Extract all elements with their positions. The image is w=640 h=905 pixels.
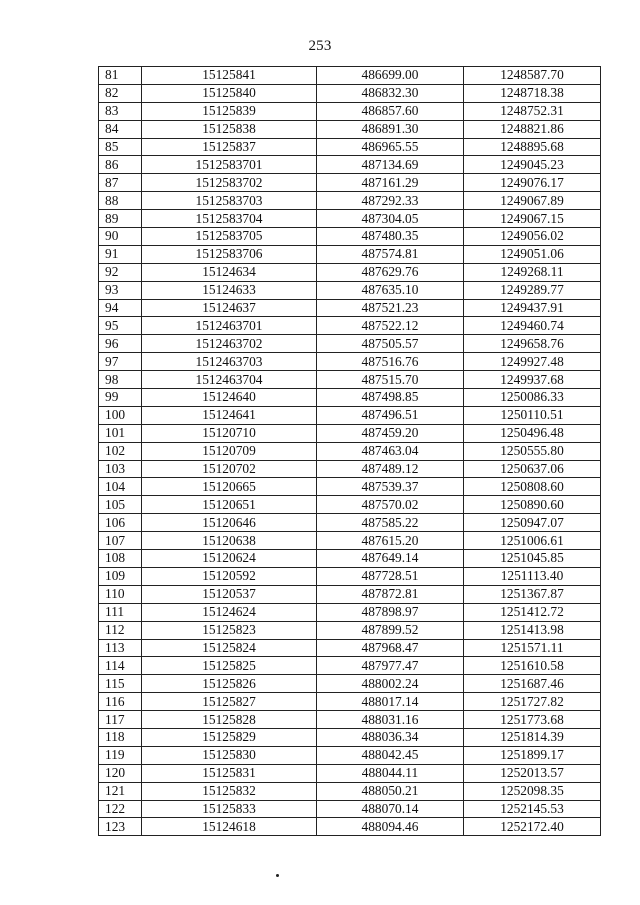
x-coordinate-cell: 487635.10 — [317, 281, 464, 299]
y-coordinate-cell: 1250086.33 — [464, 389, 601, 407]
row-number-cell: 103 — [99, 460, 142, 478]
row-number-cell: 83 — [99, 102, 142, 120]
x-coordinate-cell: 488094.46 — [317, 818, 464, 836]
row-number-cell: 107 — [99, 532, 142, 550]
y-coordinate-cell: 1249937.68 — [464, 371, 601, 389]
y-coordinate-cell: 1249268.11 — [464, 263, 601, 281]
point-code-cell: 15125829 — [142, 728, 317, 746]
y-coordinate-cell: 1249289.77 — [464, 281, 601, 299]
y-coordinate-cell: 1249658.76 — [464, 335, 601, 353]
x-coordinate-cell: 487539.37 — [317, 478, 464, 496]
row-number-cell: 87 — [99, 174, 142, 192]
row-number-cell: 120 — [99, 764, 142, 782]
row-number-cell: 99 — [99, 389, 142, 407]
y-coordinate-cell: 1250947.07 — [464, 514, 601, 532]
row-number-cell: 92 — [99, 263, 142, 281]
y-coordinate-cell: 1249927.48 — [464, 353, 601, 371]
x-coordinate-cell: 487505.57 — [317, 335, 464, 353]
point-code-cell: 15120651 — [142, 496, 317, 514]
row-number-cell: 111 — [99, 603, 142, 621]
y-coordinate-cell: 1250637.06 — [464, 460, 601, 478]
x-coordinate-cell: 487629.76 — [317, 263, 464, 281]
y-coordinate-cell: 1252145.53 — [464, 800, 601, 818]
point-code-cell: 1512583703 — [142, 192, 317, 210]
table-row — [99, 210, 601, 228]
x-coordinate-cell: 486965.55 — [317, 138, 464, 156]
x-coordinate-cell: 488017.14 — [317, 693, 464, 711]
point-code-cell: 15125839 — [142, 102, 317, 120]
point-code-cell: 1512463703 — [142, 353, 317, 371]
x-coordinate-cell: 488050.21 — [317, 782, 464, 800]
y-coordinate-cell: 1252013.57 — [464, 764, 601, 782]
y-coordinate-cell: 1249067.15 — [464, 210, 601, 228]
y-coordinate-cell: 1250808.60 — [464, 478, 601, 496]
x-coordinate-cell: 487728.51 — [317, 567, 464, 585]
table-row — [99, 120, 601, 138]
y-coordinate-cell: 1251413.98 — [464, 621, 601, 639]
point-code-cell: 15125828 — [142, 711, 317, 729]
point-code-cell: 1512583705 — [142, 228, 317, 246]
y-coordinate-cell: 1249045.23 — [464, 156, 601, 174]
table-row — [99, 102, 601, 120]
x-coordinate-cell: 487292.33 — [317, 192, 464, 210]
x-coordinate-cell: 487574.81 — [317, 245, 464, 263]
point-code-cell: 15120702 — [142, 460, 317, 478]
y-coordinate-cell: 1249076.17 — [464, 174, 601, 192]
point-code-cell: 1512463701 — [142, 317, 317, 335]
point-code-cell: 15125841 — [142, 67, 317, 85]
point-code-cell: 15120646 — [142, 514, 317, 532]
table-row — [99, 281, 601, 299]
x-coordinate-cell: 486857.60 — [317, 102, 464, 120]
y-coordinate-cell: 1249051.06 — [464, 245, 601, 263]
row-number-cell: 95 — [99, 317, 142, 335]
table-row — [99, 67, 601, 85]
table-row — [99, 406, 601, 424]
table-row — [99, 603, 601, 621]
row-number-cell: 104 — [99, 478, 142, 496]
y-coordinate-cell: 1251899.17 — [464, 746, 601, 764]
x-coordinate-cell: 487489.12 — [317, 460, 464, 478]
x-coordinate-cell: 486832.30 — [317, 84, 464, 102]
row-number-cell: 113 — [99, 639, 142, 657]
point-code-cell: 15120710 — [142, 424, 317, 442]
row-number-cell: 82 — [99, 84, 142, 102]
row-number-cell: 90 — [99, 228, 142, 246]
point-code-cell: 1512583702 — [142, 174, 317, 192]
x-coordinate-cell: 487615.20 — [317, 532, 464, 550]
point-code-cell: 15124640 — [142, 389, 317, 407]
table-row — [99, 585, 601, 603]
y-coordinate-cell: 1250555.80 — [464, 442, 601, 460]
point-code-cell: 15124633 — [142, 281, 317, 299]
row-number-cell: 117 — [99, 711, 142, 729]
row-number-cell: 102 — [99, 442, 142, 460]
table-row — [99, 675, 601, 693]
point-code-cell: 15125837 — [142, 138, 317, 156]
row-number-cell: 85 — [99, 138, 142, 156]
row-number-cell: 98 — [99, 371, 142, 389]
table-row — [99, 156, 601, 174]
y-coordinate-cell: 1251367.87 — [464, 585, 601, 603]
point-code-cell: 15125838 — [142, 120, 317, 138]
y-coordinate-cell: 1250496.48 — [464, 424, 601, 442]
row-number-cell: 123 — [99, 818, 142, 836]
y-coordinate-cell: 1249067.89 — [464, 192, 601, 210]
x-coordinate-cell: 487521.23 — [317, 299, 464, 317]
y-coordinate-cell: 1252172.40 — [464, 818, 601, 836]
x-coordinate-cell: 487463.04 — [317, 442, 464, 460]
table-body — [99, 67, 601, 836]
point-code-cell: 15124624 — [142, 603, 317, 621]
x-coordinate-cell: 487161.29 — [317, 174, 464, 192]
y-coordinate-cell: 1250890.60 — [464, 496, 601, 514]
x-coordinate-cell: 488036.34 — [317, 728, 464, 746]
row-number-cell: 91 — [99, 245, 142, 263]
table-row — [99, 550, 601, 568]
y-coordinate-cell: 1251773.68 — [464, 711, 601, 729]
point-code-cell: 15125827 — [142, 693, 317, 711]
x-coordinate-cell: 487649.14 — [317, 550, 464, 568]
y-coordinate-cell: 1251412.72 — [464, 603, 601, 621]
row-number-cell: 105 — [99, 496, 142, 514]
point-code-cell: 15120537 — [142, 585, 317, 603]
row-number-cell: 89 — [99, 210, 142, 228]
y-coordinate-cell: 1248718.38 — [464, 84, 601, 102]
y-coordinate-cell: 1251610.58 — [464, 657, 601, 675]
point-code-cell: 15124634 — [142, 263, 317, 281]
row-number-cell: 112 — [99, 621, 142, 639]
point-code-cell: 1512463704 — [142, 371, 317, 389]
x-coordinate-cell: 488002.24 — [317, 675, 464, 693]
y-coordinate-cell: 1252098.35 — [464, 782, 601, 800]
y-coordinate-cell: 1251687.46 — [464, 675, 601, 693]
point-code-cell: 15124637 — [142, 299, 317, 317]
point-code-cell: 15125830 — [142, 746, 317, 764]
row-number-cell: 81 — [99, 67, 142, 85]
table-row — [99, 335, 601, 353]
table-row — [99, 174, 601, 192]
x-coordinate-cell: 488044.11 — [317, 764, 464, 782]
table-row — [99, 693, 601, 711]
point-code-cell: 15124641 — [142, 406, 317, 424]
row-number-cell: 97 — [99, 353, 142, 371]
table-row — [99, 800, 601, 818]
x-coordinate-cell: 487498.85 — [317, 389, 464, 407]
point-code-cell: 15125825 — [142, 657, 317, 675]
table-row — [99, 496, 601, 514]
row-number-cell: 108 — [99, 550, 142, 568]
x-coordinate-cell: 487522.12 — [317, 317, 464, 335]
point-code-cell: 15125832 — [142, 782, 317, 800]
x-coordinate-cell: 488070.14 — [317, 800, 464, 818]
point-code-cell: 15120665 — [142, 478, 317, 496]
point-code-cell: 15120709 — [142, 442, 317, 460]
point-code-cell: 15125823 — [142, 621, 317, 639]
table-row — [99, 228, 601, 246]
row-number-cell: 100 — [99, 406, 142, 424]
row-number-cell: 115 — [99, 675, 142, 693]
table-row — [99, 84, 601, 102]
x-coordinate-cell: 487459.20 — [317, 424, 464, 442]
y-coordinate-cell: 1248821.86 — [464, 120, 601, 138]
table-row — [99, 245, 601, 263]
y-coordinate-cell: 1251727.82 — [464, 693, 601, 711]
table-row — [99, 621, 601, 639]
row-number-cell: 106 — [99, 514, 142, 532]
y-coordinate-cell: 1251045.85 — [464, 550, 601, 568]
x-coordinate-cell: 487496.51 — [317, 406, 464, 424]
table-row — [99, 711, 601, 729]
row-number-cell: 88 — [99, 192, 142, 210]
table-row — [99, 317, 601, 335]
table-row — [99, 567, 601, 585]
row-number-cell: 116 — [99, 693, 142, 711]
x-coordinate-cell: 487977.47 — [317, 657, 464, 675]
y-coordinate-cell: 1251814.39 — [464, 728, 601, 746]
table-row — [99, 299, 601, 317]
table-row — [99, 192, 601, 210]
row-number-cell: 96 — [99, 335, 142, 353]
table-row — [99, 371, 601, 389]
point-code-cell: 1512583706 — [142, 245, 317, 263]
x-coordinate-cell: 487968.47 — [317, 639, 464, 657]
x-coordinate-cell: 488042.45 — [317, 746, 464, 764]
y-coordinate-cell: 1250110.51 — [464, 406, 601, 424]
coordinate-table — [98, 66, 601, 836]
footer-mark — [276, 874, 279, 877]
table-row — [99, 514, 601, 532]
point-code-cell: 15125826 — [142, 675, 317, 693]
y-coordinate-cell: 1248752.31 — [464, 102, 601, 120]
page-number: 253 — [308, 38, 332, 54]
point-code-cell: 1512583704 — [142, 210, 317, 228]
y-coordinate-cell: 1248587.70 — [464, 67, 601, 85]
y-coordinate-cell: 1251006.61 — [464, 532, 601, 550]
table-row — [99, 818, 601, 836]
point-code-cell: 15125831 — [142, 764, 317, 782]
table-row — [99, 442, 601, 460]
y-coordinate-cell: 1248895.68 — [464, 138, 601, 156]
table-row — [99, 389, 601, 407]
row-number-cell: 114 — [99, 657, 142, 675]
x-coordinate-cell: 487585.22 — [317, 514, 464, 532]
row-number-cell: 122 — [99, 800, 142, 818]
table-row — [99, 353, 601, 371]
table-row — [99, 138, 601, 156]
x-coordinate-cell: 487872.81 — [317, 585, 464, 603]
row-number-cell: 93 — [99, 281, 142, 299]
table-row — [99, 764, 601, 782]
row-number-cell: 86 — [99, 156, 142, 174]
row-number-cell: 94 — [99, 299, 142, 317]
row-number-cell: 119 — [99, 746, 142, 764]
y-coordinate-cell: 1249056.02 — [464, 228, 601, 246]
table-row — [99, 782, 601, 800]
y-coordinate-cell: 1249437.91 — [464, 299, 601, 317]
point-code-cell: 15120638 — [142, 532, 317, 550]
table-row — [99, 746, 601, 764]
row-number-cell: 118 — [99, 728, 142, 746]
table-row — [99, 657, 601, 675]
x-coordinate-cell: 487480.35 — [317, 228, 464, 246]
y-coordinate-cell: 1249460.74 — [464, 317, 601, 335]
point-code-cell: 15125840 — [142, 84, 317, 102]
point-code-cell: 15124618 — [142, 818, 317, 836]
row-number-cell: 121 — [99, 782, 142, 800]
point-code-cell: 1512583701 — [142, 156, 317, 174]
x-coordinate-cell: 487304.05 — [317, 210, 464, 228]
x-coordinate-cell: 487134.69 — [317, 156, 464, 174]
y-coordinate-cell: 1251571.11 — [464, 639, 601, 657]
table-row — [99, 263, 601, 281]
table-row — [99, 460, 601, 478]
table-row — [99, 639, 601, 657]
table-row — [99, 728, 601, 746]
point-code-cell: 15125833 — [142, 800, 317, 818]
x-coordinate-cell: 487899.52 — [317, 621, 464, 639]
point-code-cell: 15125824 — [142, 639, 317, 657]
x-coordinate-cell: 487570.02 — [317, 496, 464, 514]
x-coordinate-cell: 487898.97 — [317, 603, 464, 621]
table-row — [99, 532, 601, 550]
row-number-cell: 109 — [99, 567, 142, 585]
x-coordinate-cell: 486891.30 — [317, 120, 464, 138]
table-row — [99, 478, 601, 496]
point-code-cell: 15120592 — [142, 567, 317, 585]
x-coordinate-cell: 487515.70 — [317, 371, 464, 389]
row-number-cell: 101 — [99, 424, 142, 442]
table-row — [99, 424, 601, 442]
x-coordinate-cell: 487516.76 — [317, 353, 464, 371]
row-number-cell: 110 — [99, 585, 142, 603]
x-coordinate-cell: 488031.16 — [317, 711, 464, 729]
y-coordinate-cell: 1251113.40 — [464, 567, 601, 585]
x-coordinate-cell: 486699.00 — [317, 67, 464, 85]
point-code-cell: 1512463702 — [142, 335, 317, 353]
row-number-cell: 84 — [99, 120, 142, 138]
point-code-cell: 15120624 — [142, 550, 317, 568]
